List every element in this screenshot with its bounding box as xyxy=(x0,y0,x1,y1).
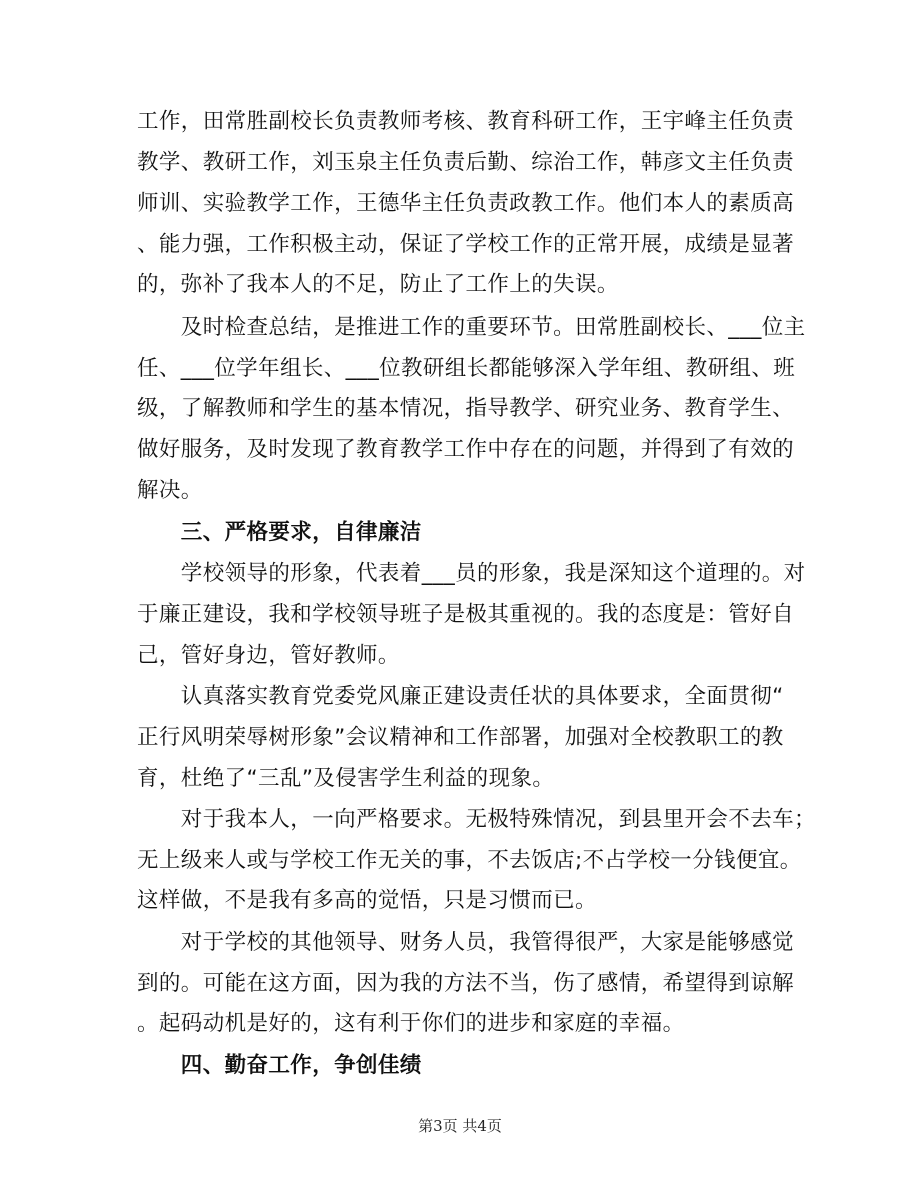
text-line: 工作，田常胜副校长负责教师考核、教育科研工作，王宇峰主任负责 xyxy=(137,109,795,134)
text-line: 及时检查总结，是推进工作的重要环节。田常胜副校长、___位主 xyxy=(137,315,806,340)
text-line: 级，了解教师和学生的基本情况，指导教学、研究业务、教育学生、 xyxy=(137,396,795,421)
text-line: 这样做，不是我有多高的觉悟，只是习惯而已。 xyxy=(137,888,597,913)
text-line: 教学、教研工作，刘玉泉主任负责后勤、综治工作，韩彦文主任负责 xyxy=(137,150,795,175)
page-number-footer: 第3页 共4页 xyxy=(418,1117,502,1135)
text-line: 认真落实教育党委党风廉正建设责任状的具体要求，全面贯彻“ xyxy=(137,684,784,709)
text-line: 己，管好身边，管好教师。 xyxy=(137,643,400,668)
text-line: 师训、实验教学工作，王德华主任负责政教工作。他们本人的素质高 xyxy=(137,191,795,216)
text-line: 于廉正建设，我和学校领导班子是极其重视的。我的态度是：管好自 xyxy=(137,602,795,627)
text-line: 解决。 xyxy=(137,478,203,503)
section-heading: 四、勤奋工作，争创佳绩 xyxy=(137,1053,422,1078)
text-line: 。起码动机是好的，这有利于你们的进步和家庭的幸福。 xyxy=(137,1011,685,1036)
text-line: 到的。可能在这方面，因为我的方法不当，伤了感情，希望得到谅解 xyxy=(137,971,795,996)
text-line: 、能力强，工作积极主动，保证了学校工作的正常开展，成绩是显著 xyxy=(137,232,795,257)
text-line: 任、___位学年组长、___位教研组长都能够深入学年组、教研组、班 xyxy=(137,356,796,381)
text-line: 对于学校的其他领导、财务人员，我管得很严，大家是能够感觉 xyxy=(137,930,795,955)
text-line: 对于我本人，一向严格要求。无极特殊情况，到县里开会不去车； xyxy=(137,807,816,832)
text-line: 的，弥补了我本人的不足，防止了工作上的失误。 xyxy=(137,272,619,297)
text-line: 做好服务，及时发现了教育教学工作中存在的问题，并得到了有效的 xyxy=(137,437,795,462)
text-line: 无上级来人或与学校工作无关的事，不去饭店;不占学校一分钱便宜。 xyxy=(137,848,802,873)
text-line: 育，杜绝了“三乱”及侵害学生利益的现象。 xyxy=(137,766,555,791)
text-line: 正行风明荣辱树形象”会议精神和工作部署，加强对全校教职工的教 xyxy=(137,725,784,750)
section-heading: 三、严格要求，自律廉洁 xyxy=(137,520,422,545)
text-line: 学校领导的形象，代表着___员的形象，我是深知这个道理的。对 xyxy=(137,561,806,586)
